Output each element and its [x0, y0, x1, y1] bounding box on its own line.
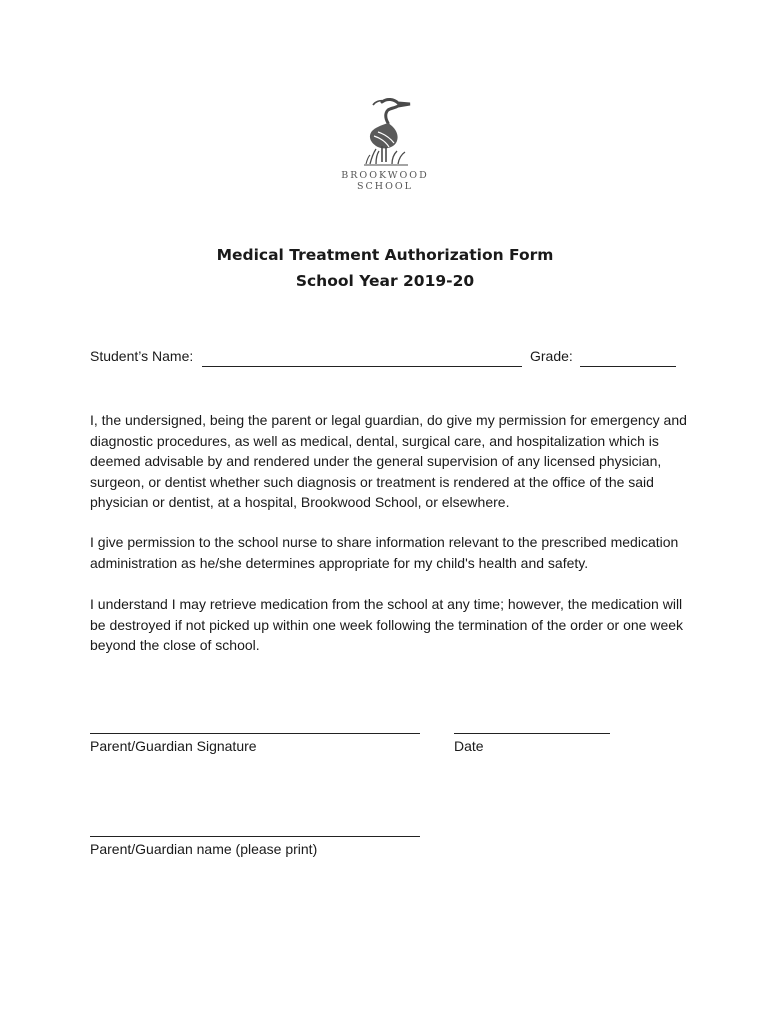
- nurse-permission-paragraph: I give permission to the school nurse to share information relevant to the prescribed medication administration as he/she determines appropriate for my child's health and safety.: [90, 534, 679, 571]
- form-subtitle: School Year 2019-20: [295, 272, 475, 290]
- consent-paragraph: I, the undersigned, being the parent or legal guardian, do give my permission for emergency and diagnostic procedures, as well as medical, dental, surgical care, and hospitalization which is deemed advisable by and rendered under the general supervision of any licensed physician, surgeon, or dentist whether such diagnosis or treatment is rendered at the office of the said physician or dentist, at a hospital, Brookwood School, or elsewhere.: [90, 412, 687, 510]
- school-logo: [340, 96, 430, 202]
- heron-icon: [354, 96, 416, 170]
- grade-label: Grade:: [530, 348, 573, 364]
- form-title: Medical Treatment Authorization Form: [216, 246, 554, 264]
- medication-retrieval-paragraph: I understand I may retrieve medication from the school at any time; however, the medication will be destroyed if not picked up within one week following the termination of the order or one week beyond the close of school.: [90, 596, 684, 653]
- logo-name-line2: SCHOOL: [357, 181, 413, 192]
- logo-name-line1: BROOKWOOD: [341, 170, 429, 181]
- date-field[interactable]: [454, 733, 610, 734]
- signature-label: Parent/Guardian Signature: [90, 738, 257, 754]
- date-label: Date: [454, 738, 484, 754]
- print-name-field[interactable]: [90, 836, 420, 837]
- grade-field[interactable]: [580, 366, 676, 367]
- student-name-label: Student’s Name:: [90, 348, 194, 364]
- print-name-label: Parent/Guardian name (please print): [90, 841, 318, 857]
- signature-field[interactable]: [90, 733, 420, 734]
- student-name-field[interactable]: [202, 366, 522, 367]
